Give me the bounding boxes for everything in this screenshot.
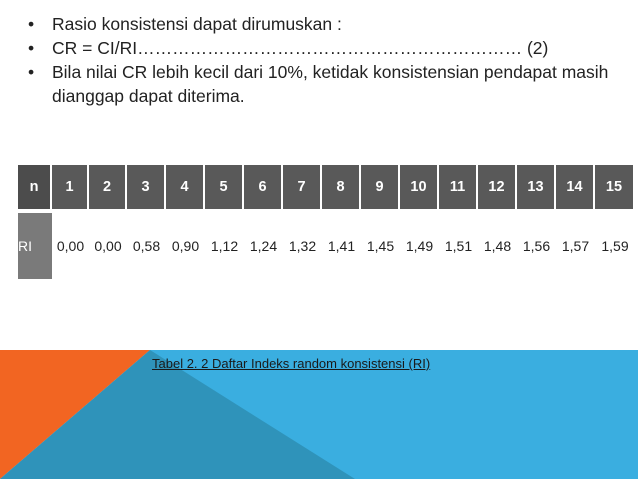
ri-cell: 1,32 [283, 213, 322, 279]
ri-cell: 1,24 [244, 213, 283, 279]
ri-cell: 0,00 [89, 213, 127, 279]
n-label-cell: n [18, 165, 52, 209]
ri-cell: 0,90 [166, 213, 205, 279]
n-cell: 1 [52, 165, 89, 209]
n-cell: 9 [361, 165, 400, 209]
ri-cell: 1,56 [517, 213, 556, 279]
n-cell: 13 [517, 165, 556, 209]
ri-cell: 1,12 [205, 213, 244, 279]
n-cell: 15 [595, 165, 635, 209]
n-cell: 6 [244, 165, 283, 209]
n-cell: 10 [400, 165, 439, 209]
n-cell: 7 [283, 165, 322, 209]
ri-cell: 1,41 [322, 213, 361, 279]
n-cell: 11 [439, 165, 478, 209]
ri-cell: 1,59 [595, 213, 635, 279]
n-cell: 5 [205, 165, 244, 209]
ri-cell: 1,51 [439, 213, 478, 279]
ri-cell: 1,57 [556, 213, 595, 279]
bullet-list [26, 12, 626, 108]
ri-cell: 0,58 [127, 213, 166, 279]
ri-cell: 1,49 [400, 213, 439, 279]
table-caption: Tabel 2. 2 Daftar Indeks random konsistensi (RI) [152, 356, 431, 371]
n-cell: 12 [478, 165, 517, 209]
n-cell: 2 [89, 165, 127, 209]
ri-table [18, 165, 635, 279]
n-cell: 8 [322, 165, 361, 209]
ri-cell: 1,45 [361, 213, 400, 279]
ri-label-cell: RI [18, 213, 52, 279]
n-cell: 4 [166, 165, 205, 209]
bullet-item: • Rasio konsistensi dapat dirumuskan : [26, 12, 626, 36]
ri-cell: 1,48 [478, 213, 517, 279]
bullet-item: • CR = CI/RI………………………………………………………… (2) [26, 36, 626, 60]
n-row [18, 165, 635, 209]
bullet-item: • Bila nilai CR lebih kecil dari 10%, ketidak konsistensian pendapat masih dianggap dapat diterima. [26, 60, 626, 108]
ri-cell: 0,00 [52, 213, 89, 279]
ri-row [18, 213, 635, 279]
n-cell: 3 [127, 165, 166, 209]
n-cell: 14 [556, 165, 595, 209]
